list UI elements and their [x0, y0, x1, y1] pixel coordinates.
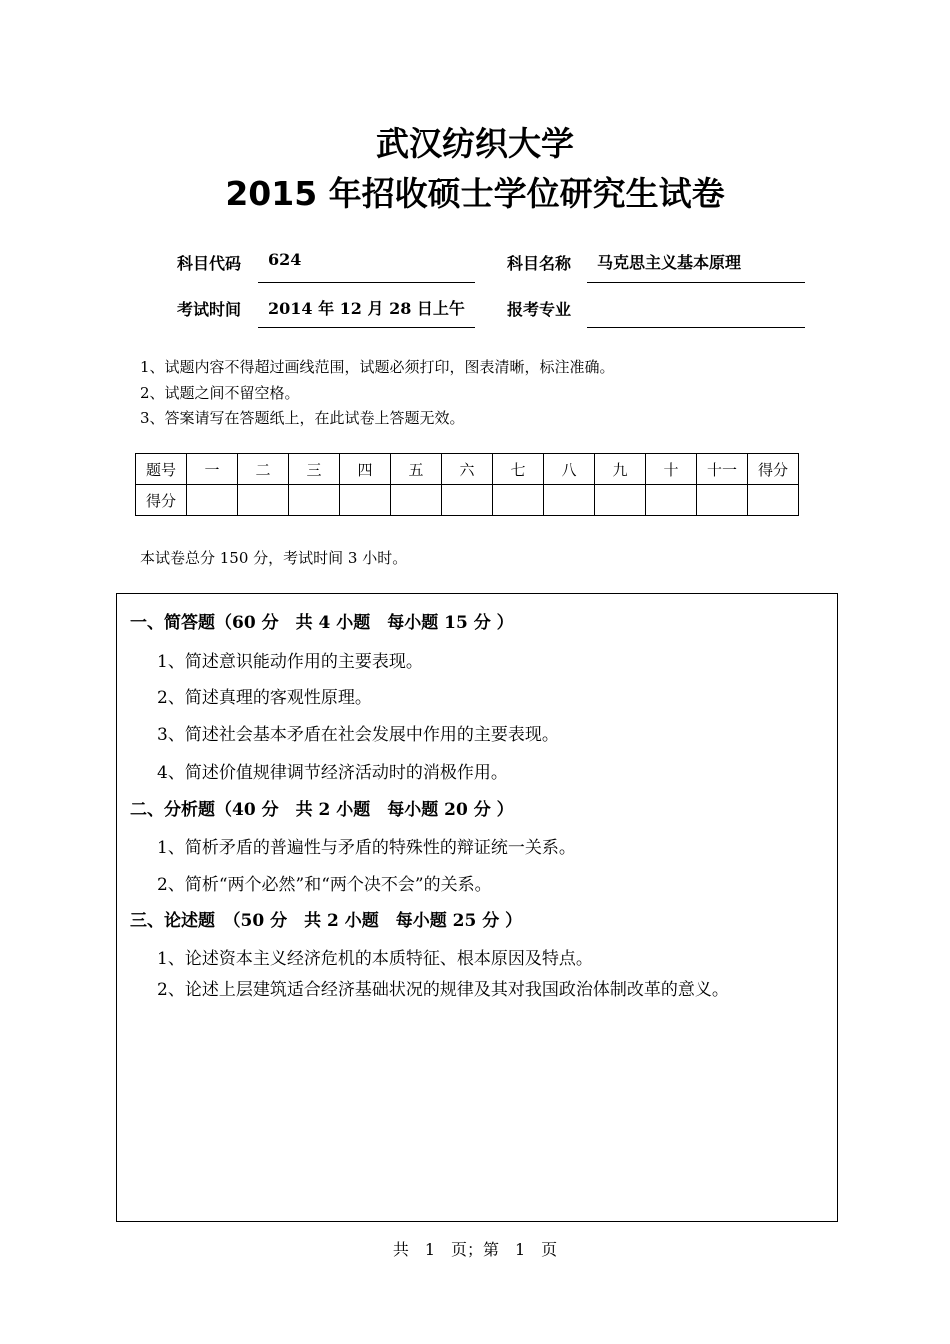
university-title: 武汉纺织大学 [376, 124, 574, 163]
note-2: 2、试题之间不留空格。 [140, 384, 300, 402]
major-label: 报考专业 [507, 300, 572, 319]
total-score-note: 本试卷总分 150 分，考试时间 3 小时。 [140, 549, 408, 567]
subject-name-value: 马克思主义基本原理 [587, 250, 805, 283]
note-1: 1、试题内容不得超过画线范围，试题必须打印，图表清晰，标注准确。 [140, 358, 615, 376]
score-row-label: 得分 [136, 485, 187, 516]
question-item: 3、简述社会基本矛盾在社会发展中作用的主要表现。 [157, 725, 559, 745]
score-header-cell: 二 [238, 454, 289, 485]
subject-code-label: 科目代码 [177, 254, 242, 273]
section-3-title: 三、论述题 （50 分 共 2 小题 每小题 25 分 ） [130, 911, 523, 931]
score-cell [493, 485, 544, 516]
score-header-cell: 六 [442, 454, 493, 485]
score-header-cell: 一 [187, 454, 238, 485]
exam-title: 2015 年招收硕士学位研究生试卷 [225, 174, 725, 213]
score-cell [391, 485, 442, 516]
score-header-cell: 九 [595, 454, 646, 485]
score-header-cell: 三 [289, 454, 340, 485]
score-cell [646, 485, 697, 516]
score-cell [340, 485, 391, 516]
score-header-cell: 五 [391, 454, 442, 485]
score-cell [442, 485, 493, 516]
major-value [587, 296, 805, 328]
score-cell [289, 485, 340, 516]
score-header-cell: 十 [646, 454, 697, 485]
score-cell [595, 485, 646, 516]
score-table-score-row [136, 485, 799, 516]
score-header-cell: 四 [340, 454, 391, 485]
section-1-title: 一、简答题（60 分 共 4 小题 每小题 15 分 ） [130, 613, 514, 633]
question-item: 1、论述资本主义经济危机的本质特征、根本原因及特点。 [157, 949, 593, 969]
score-header-cell: 十一 [697, 454, 748, 485]
score-cell [697, 485, 748, 516]
score-header-cell: 八 [544, 454, 595, 485]
note-3: 3、答案请写在答题纸上，在此试卷上答题无效。 [140, 409, 465, 427]
question-item: 1、简析矛盾的普遍性与矛盾的特殊性的辩证统一关系。 [157, 838, 576, 858]
score-header-cell: 七 [493, 454, 544, 485]
question-item: 2、简述真理的客观性原理。 [157, 688, 372, 708]
subject-name-label: 科目名称 [507, 254, 572, 273]
subject-code-value: 624 [258, 250, 475, 283]
score-cell [748, 485, 799, 516]
exam-time-label: 考试时间 [177, 300, 242, 319]
score-table-header-row [136, 454, 799, 485]
score-header-cell: 题号 [136, 454, 187, 485]
score-header-cell: 得分 [748, 454, 799, 485]
exam-time-value: 2014 年 12 月 28 日上午 [258, 296, 475, 328]
score-cell [238, 485, 289, 516]
score-table [135, 453, 799, 516]
page-footer: 共 1 页；第 1 页 [392, 1240, 558, 1259]
question-item: 2、简析“两个必然”和“两个决不会”的关系。 [157, 875, 492, 895]
section-2-title: 二、分析题（40 分 共 2 小题 每小题 20 分 ） [130, 800, 514, 820]
question-item: 2、论述上层建筑适合经济基础状况的规律及其对我国政治体制改革的意义。 [157, 980, 729, 1000]
question-item: 4、简述价值规律调节经济活动时的消极作用。 [157, 763, 508, 783]
score-cell [544, 485, 595, 516]
question-item: 1、简述意识能动作用的主要表现。 [157, 652, 423, 672]
score-cell [187, 485, 238, 516]
